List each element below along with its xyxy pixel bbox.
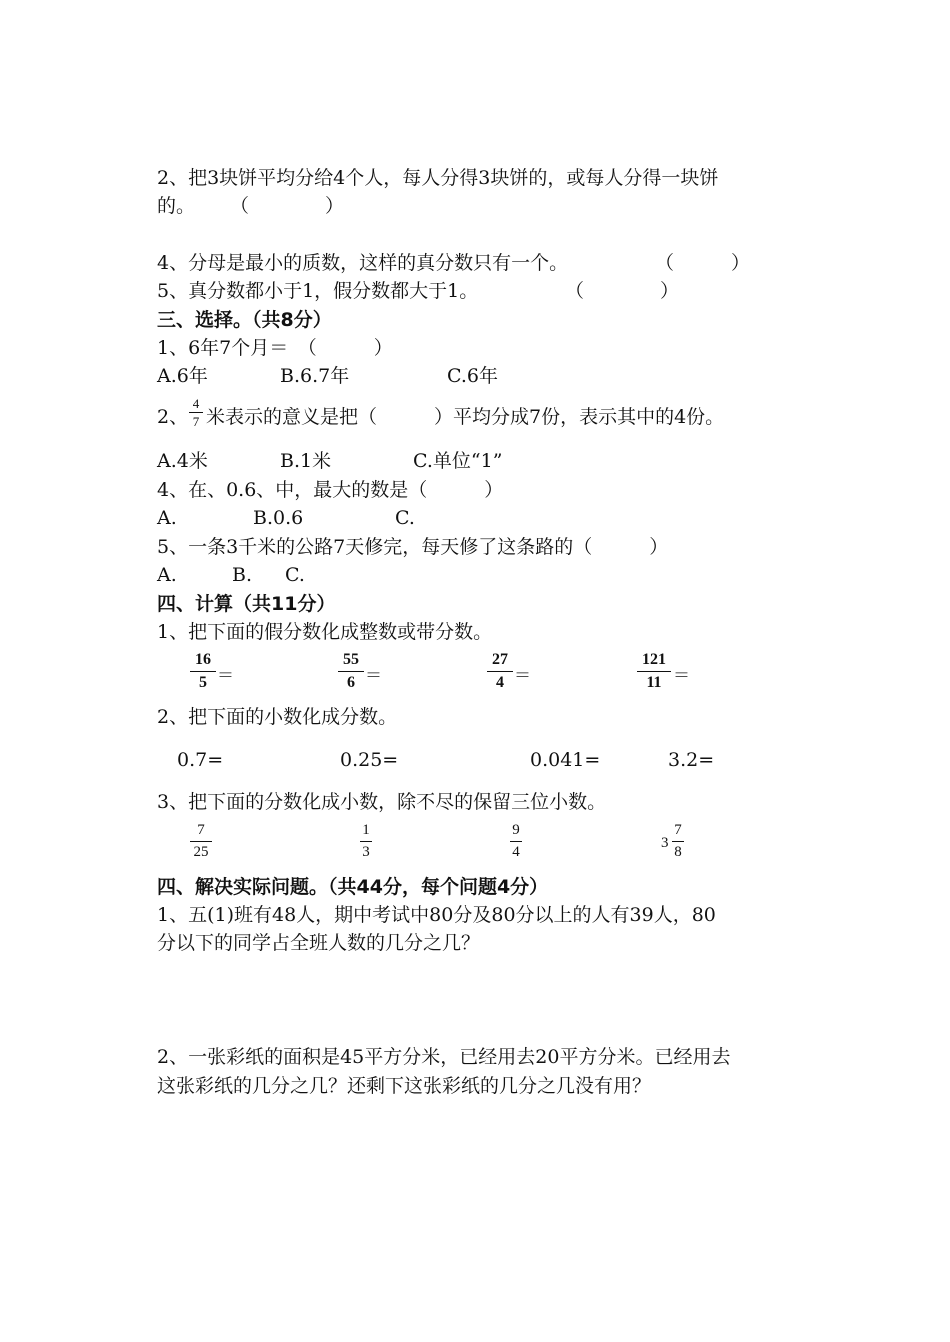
fraction-numerator: 4 [192, 396, 200, 411]
judge-q2-line2: 的。 [157, 195, 196, 217]
fraction-numerator: 16 [195, 651, 211, 668]
judge-q2-answer-paren[interactable]: （ ） [230, 195, 345, 217]
calc-q2: 2、把下面的小数化成分数。 [157, 706, 398, 728]
judge-q2-line1: 2、把3块饼平均分给4个人，每人分得3块饼的，或每人分得一块饼 [157, 167, 719, 189]
choice-q4-option-a[interactable]: A. [157, 507, 177, 529]
fraction-bar [338, 671, 364, 672]
fraction-bar [360, 841, 372, 842]
solve-q2-line1: 2、一张彩纸的面积是45平方分米，已经用去20平方分米。已经用去 [157, 1046, 731, 1068]
calc-q1-fraction-3 [487, 652, 513, 691]
choice-q1-option-a[interactable]: A.6年 [157, 365, 208, 387]
section-heading-calc: 四、计算（共11分） [157, 593, 336, 615]
fraction-bar [510, 841, 522, 842]
fraction-denominator: 7 [192, 414, 200, 429]
fraction-numerator: 1 [362, 822, 370, 838]
fraction-bar [672, 841, 684, 842]
fraction-numerator: 9 [512, 822, 520, 838]
fraction-numerator: 121 [642, 651, 666, 668]
choice-q1-option-b[interactable]: B.6.7年 [280, 365, 350, 387]
calc-q3-fraction-4 [672, 823, 684, 860]
fraction-numerator: 7 [674, 822, 682, 838]
fraction-denominator: 6 [347, 674, 355, 691]
calc-q2-item-2: 0.25= [340, 749, 399, 771]
calc-q1-fraction-1 [190, 652, 216, 691]
choice-q1: 1、6年7个月＝ （ ） [157, 337, 393, 359]
solve-q2-line2: 这张彩纸的几分之几？还剩下这张彩纸的几分之几没有用？ [157, 1075, 652, 1097]
fraction-numerator: 27 [492, 651, 508, 668]
fraction-bar [189, 412, 203, 413]
choice-q2-prefix: 2、 [157, 406, 189, 428]
calc-q3-fraction-2 [360, 823, 372, 860]
calc-q1-equals-2: ＝ [365, 666, 382, 685]
choice-q2-fraction [189, 397, 203, 428]
section-heading-solve: 四、解决实际问题。（共44分，每个问题4分） [157, 876, 549, 898]
calc-q3-mixed-whole: 3 [661, 835, 669, 851]
fraction-bar [190, 671, 216, 672]
fraction-denominator: 11 [646, 674, 662, 691]
choice-q2-option-a[interactable]: A.4米 [157, 450, 208, 472]
choice-q2-option-b[interactable]: B.1米 [280, 450, 332, 472]
choice-q5-option-c[interactable]: C. [285, 564, 305, 586]
choice-q4-option-b[interactable]: B.0.6 [253, 507, 304, 529]
choice-q2-option-c[interactable]: C.单位“1” [413, 450, 503, 472]
judge-q5: 5、真分数都小于1，假分数都大于1。 [157, 280, 479, 302]
fraction-denominator: 4 [512, 844, 520, 860]
section-heading-choice: 三、选择。（共8分） [157, 309, 332, 331]
choice-q4: 4、在、0.6、中，最大的数是（ ） [157, 479, 504, 501]
fraction-numerator: 55 [343, 651, 359, 668]
choice-q1-option-c[interactable]: C.6年 [447, 365, 498, 387]
calc-q1-equals-4: ＝ [673, 666, 690, 685]
calc-q3-fraction-1 [190, 823, 212, 860]
calc-q2-item-3: 0.041= [530, 749, 601, 771]
judge-q4-answer-paren[interactable]: （ ） [655, 252, 751, 274]
fraction-bar [637, 671, 671, 672]
choice-q5: 5、一条3千米的公路7天修完，每天修了这条路的（ ） [157, 536, 669, 558]
calc-q1-equals-1: ＝ [217, 666, 234, 685]
choice-q5-option-a[interactable]: A. [157, 564, 177, 586]
solve-q1-line2: 分以下的同学占全班人数的几分之几？ [157, 932, 481, 954]
calc-q2-item-1: 0.7= [177, 749, 224, 771]
fraction-denominator: 3 [362, 844, 370, 860]
choice-q2-text: 米表示的意义是把（ ）平均分成7份，表示其中的4份。 [206, 406, 725, 428]
calc-q1: 1、把下面的假分数化成整数或带分数。 [157, 621, 493, 643]
calc-q2-item-4: 3.2= [668, 749, 715, 771]
calc-q3: 3、把下面的分数化成小数，除不尽的保留三位小数。 [157, 791, 607, 813]
fraction-bar [190, 841, 212, 842]
choice-q4-option-c[interactable]: C. [395, 507, 415, 529]
fraction-denominator: 4 [496, 674, 504, 691]
calc-q1-equals-3: ＝ [514, 666, 531, 685]
calc-q1-fraction-2 [338, 652, 364, 691]
calc-q1-fraction-4 [637, 652, 671, 691]
choice-q5-option-b[interactable]: B. [232, 564, 253, 586]
fraction-denominator: 8 [674, 844, 682, 860]
fraction-bar [487, 671, 513, 672]
calc-q3-fraction-3 [510, 823, 522, 860]
judge-q5-answer-paren[interactable]: （ ） [565, 280, 680, 302]
fraction-denominator: 25 [193, 844, 209, 860]
fraction-denominator: 5 [199, 674, 207, 691]
fraction-numerator: 7 [197, 822, 205, 838]
judge-q4: 4、分母是最小的质数，这样的真分数只有一个。 [157, 252, 569, 274]
solve-q1-line1: 1、五(1)班有48人，期中考试中80分及80分以上的人有39人，80 [157, 904, 716, 926]
